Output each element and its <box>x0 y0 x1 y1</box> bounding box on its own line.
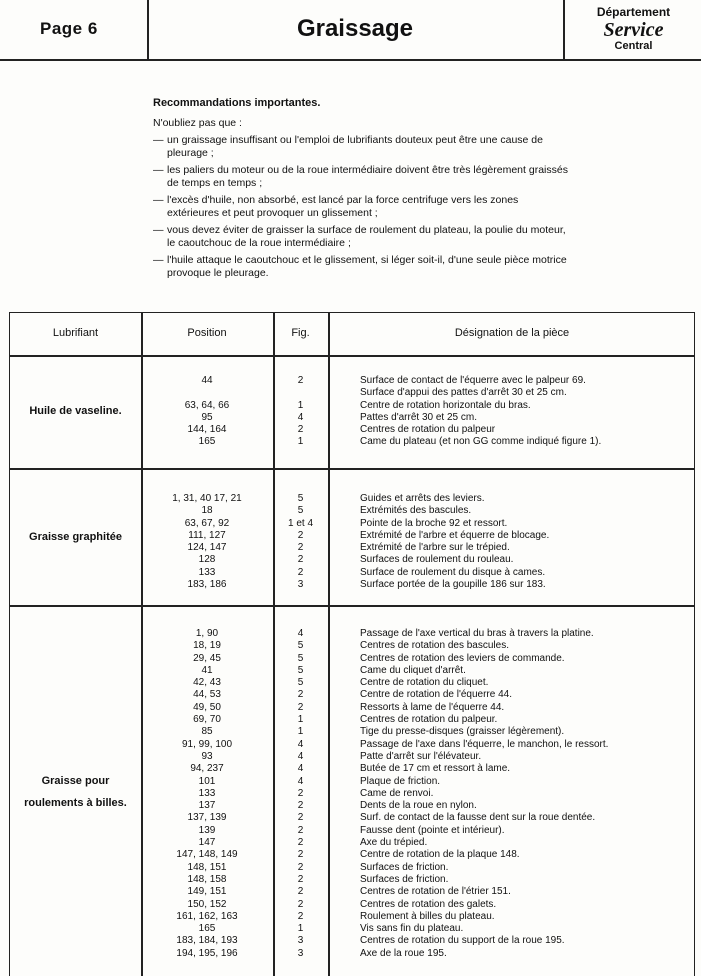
table-row <box>10 886 694 898</box>
designation-cell: Extrémité de l'arbre sur le trépied. <box>360 542 510 554</box>
fig-cell: 2 <box>297 898 304 910</box>
position-cell: 139 <box>198 824 216 836</box>
recommendations <box>153 97 573 284</box>
service-wordmark: Service <box>603 19 664 41</box>
fig-cell: 4 <box>297 775 304 787</box>
designation-cell: Ressorts à lame de l'équerre 44. <box>360 701 505 713</box>
recommendation-item: — les paliers du moteur ou de la roue intermédiaire doivent être très légèrement graissés de temps en temps ; <box>153 164 573 190</box>
designation-cell: Pattes d'arrêt 30 et 25 cm. <box>360 411 477 423</box>
position-cell: 1, 31, 40 17, 21 <box>172 493 242 504</box>
designation-cell: Surfaces de friction. <box>360 861 449 873</box>
position-cell: 148, 158 <box>187 873 227 885</box>
position-cell: 133 <box>198 566 216 578</box>
fig-cell: 2 <box>297 849 304 861</box>
fig-cell: 2 <box>297 800 304 812</box>
position-cell: 44, 53 <box>193 689 221 701</box>
position-cell: 94, 237 <box>190 763 224 775</box>
page-number: Page 6 <box>40 19 98 38</box>
table-row <box>10 714 694 726</box>
table-section <box>10 493 694 591</box>
designation-cell: Centres de rotation des galets. <box>360 898 497 910</box>
designation-cell: Came de renvoi. <box>360 787 434 799</box>
fig-cell: 1 <box>297 726 304 738</box>
table-row <box>10 518 694 530</box>
designation-cell: Came du cliquet d'arrêt. <box>360 664 466 676</box>
table-row <box>10 505 694 517</box>
table-row <box>10 899 694 911</box>
designation-cell: Centres de rotation du palpeur <box>360 424 496 436</box>
table-row <box>10 375 694 387</box>
fig-cell: 5 <box>297 677 304 689</box>
fig-cell: 3 <box>297 579 304 591</box>
position-cell: 147, 148, 149 <box>176 849 238 861</box>
designation-cell: Centres de rotation de l'étrier 151. <box>360 886 511 898</box>
recommendations-list <box>153 134 573 280</box>
position-cell: 144, 164 <box>187 424 227 436</box>
recommendation-item: — l'huile attaque le caoutchouc et le glissement, si léger soit-il, d'une seule pièce motrice provoque le pleurage. <box>153 254 573 280</box>
section-divider <box>10 605 694 607</box>
fig-cell: 2 <box>297 529 304 541</box>
fig-cell: 2 <box>297 424 304 436</box>
designation-cell: Tige du presse-disques (graisser légèrement). <box>360 726 565 738</box>
position-cell: 49, 50 <box>193 701 221 713</box>
lubricant-name: roulements à billes. <box>24 797 127 809</box>
position-cell: 18, 19 <box>193 640 221 652</box>
fig-cell: 5 <box>297 505 304 517</box>
designation-cell: Passage de l'axe vertical du bras à travers la platine. <box>360 628 594 639</box>
table-row <box>10 800 694 812</box>
fig-cell: 3 <box>297 935 304 947</box>
column-header-lubricant: Lubrifiant <box>52 327 99 339</box>
table-row <box>10 640 694 652</box>
department-line: Département <box>596 5 671 19</box>
designation-cell: Centres de rotation du palpeur. <box>360 714 498 726</box>
position-cell: 95 <box>201 411 213 423</box>
table-row <box>10 726 694 738</box>
designation-cell: Plaque de friction. <box>360 775 441 787</box>
fig-cell: 2 <box>297 787 304 799</box>
position-cell: 29, 45 <box>193 652 221 664</box>
recommendation-item: — vous devez éviter de graisser la surface de roulement du plateau, la poulie du moteur, le caoutchouc de la roue intermédiaire ; <box>153 224 573 250</box>
fig-cell: 1 <box>297 436 304 448</box>
header-rule <box>0 59 701 61</box>
header-divider <box>563 0 565 60</box>
designation-cell: Centre de rotation horizontale du bras. <box>360 399 531 411</box>
position-cell: 111, 127 <box>188 529 226 541</box>
fig-cell: 5 <box>297 493 304 504</box>
position-cell: 149, 151 <box>187 886 227 898</box>
designation-cell: Surface portée de la goupille 186 sur 183. <box>360 579 546 591</box>
position-cell: 101 <box>198 775 216 787</box>
fig-cell: 5 <box>297 652 304 664</box>
designation-cell: Surface d'appui des pattes d'arrêt 30 et 25 cm. <box>360 387 567 399</box>
lubrication-table <box>9 312 695 976</box>
table-row <box>10 436 694 448</box>
lubricant-name: Graisse pour <box>41 775 110 787</box>
position-cell: 1, 90 <box>195 628 219 639</box>
position-cell: 148, 151 <box>187 861 227 873</box>
designation-cell: Extrémités des bascules. <box>360 505 472 517</box>
designation-cell: Fausse dent (pointe et intérieur). <box>360 824 505 836</box>
designation-cell: Centres de rotation des bascules. <box>360 640 509 652</box>
column-header-fig: Fig. <box>291 327 310 339</box>
table-row <box>10 530 694 542</box>
designation-cell: Surfaces de friction. <box>360 873 449 885</box>
table-row <box>10 874 694 886</box>
fig-cell: 2 <box>297 566 304 578</box>
position-cell: 183, 184, 193 <box>176 935 238 947</box>
fig-cell: 2 <box>297 910 304 922</box>
table-row <box>10 677 694 689</box>
recommendations-title: Recommandations importantes. <box>153 97 321 109</box>
designation-cell: Patte d'arrêt sur l'élévateur. <box>360 750 482 762</box>
designation-cell: Surface de contact de l'équerre avec le palpeur 69. <box>360 375 586 386</box>
table-row <box>10 689 694 701</box>
table-row <box>10 763 694 775</box>
page-header <box>0 0 701 60</box>
table-row <box>10 579 694 591</box>
position-cell: 137 <box>198 800 216 812</box>
position-cell: 63, 64, 66 <box>184 399 230 411</box>
fig-cell: 2 <box>297 873 304 885</box>
table-row <box>10 948 694 960</box>
table-row <box>10 554 694 566</box>
position-cell: 128 <box>198 554 216 566</box>
fig-cell: 1 et 4 <box>287 517 314 529</box>
header-divider <box>147 0 149 60</box>
position-cell: 183, 186 <box>187 579 227 591</box>
fig-cell: 2 <box>297 824 304 836</box>
position-cell: 91, 99, 100 <box>181 738 233 750</box>
table-row <box>10 776 694 788</box>
position-cell: 44 <box>201 375 213 386</box>
position-cell: 147 <box>198 837 216 849</box>
department-line: Central <box>614 40 653 52</box>
table-row <box>10 653 694 665</box>
designation-cell: Centres de rotation des leviers de commande. <box>360 652 565 664</box>
table-row <box>10 628 694 640</box>
designation-cell: Extrémité de l'arbre et équerre de blocage. <box>360 529 550 541</box>
table-row <box>10 400 694 412</box>
position-cell: 85 <box>201 726 213 738</box>
section-divider <box>10 468 694 470</box>
fig-cell: 4 <box>297 763 304 775</box>
designation-cell: Centre de rotation de la plaque 148. <box>360 849 520 861</box>
table-row <box>10 542 694 554</box>
table-row <box>10 387 694 399</box>
position-cell: 42, 43 <box>193 677 221 689</box>
table-row <box>10 788 694 800</box>
header-row-divider <box>10 355 694 357</box>
table-row <box>10 825 694 837</box>
designation-cell: Pointe de la broche 92 et ressort. <box>360 517 508 529</box>
position-cell: 165 <box>198 923 216 935</box>
position-cell: 41 <box>201 664 213 676</box>
table-section <box>10 628 694 960</box>
fig-cell: 1 <box>297 714 304 726</box>
recommendation-item: — l'excès d'huile, non absorbé, est lancé par la force centrifuge vers les zones extérieures et peut provoquer un glissement ; <box>153 194 573 220</box>
fig-cell: 2 <box>297 375 304 386</box>
table-row <box>10 412 694 424</box>
lubricant-name: Graisse graphitée <box>29 531 122 543</box>
fig-cell: 2 <box>297 701 304 713</box>
table-row <box>10 849 694 861</box>
designation-cell: Vis sans fin du plateau. <box>360 923 464 935</box>
position-cell: 69, 70 <box>193 714 221 726</box>
table-row <box>10 935 694 947</box>
recommendations-intro: N'oubliez pas que : <box>153 117 242 129</box>
designation-cell: Roulement à billes du plateau. <box>360 910 495 922</box>
fig-cell: 5 <box>297 640 304 652</box>
fig-cell: 4 <box>297 628 304 639</box>
designation-cell: Centres de rotation du support de la roue 195. <box>360 935 565 947</box>
table-row <box>10 424 694 436</box>
recommendation-item: — un graissage insuffisant ou l'emploi de lubrifiants douteux peut être une cause de pleurage ; <box>153 134 573 160</box>
table-row <box>10 665 694 677</box>
table-row <box>10 862 694 874</box>
designation-cell: Centre de rotation du cliquet. <box>360 677 489 689</box>
designation-cell: Surfaces de roulement du rouleau. <box>360 554 514 566</box>
department-block <box>566 6 701 52</box>
designation-cell: Passage de l'axe dans l'équerre, le manchon, le ressort. <box>360 738 609 750</box>
position-cell: 63, 67, 92 <box>184 517 230 529</box>
fig-cell: 2 <box>297 554 304 566</box>
position-cell: 194, 195, 196 <box>176 947 238 959</box>
fig-cell: 2 <box>297 861 304 873</box>
column-header-position: Position <box>187 327 227 339</box>
position-cell: 165 <box>198 436 216 448</box>
designation-cell: Centre de rotation de l'équerre 44. <box>360 689 513 701</box>
designation-cell: Surf. de contact de la fausse dent sur la roue dentée. <box>360 812 596 824</box>
position-cell: 150, 152 <box>187 898 227 910</box>
table-row <box>10 837 694 849</box>
designation-cell: Dents de la roue en nylon. <box>360 800 477 812</box>
fig-cell: 2 <box>297 837 304 849</box>
table-row <box>10 493 694 505</box>
position-cell: 18 <box>201 505 213 517</box>
designation-cell: Came du plateau (et non GG comme indiqué figure 1). <box>360 436 602 448</box>
page-title: Graissage <box>296 15 414 42</box>
table-row <box>10 911 694 923</box>
column-header-designation: Désignation de la pièce <box>454 327 570 339</box>
fig-cell: 5 <box>297 664 304 676</box>
table-row <box>10 567 694 579</box>
position-cell: 137, 139 <box>187 812 227 824</box>
position-cell: 93 <box>201 750 213 762</box>
fig-cell: 4 <box>297 738 304 750</box>
fig-cell: 2 <box>297 812 304 824</box>
position-cell: 161, 162, 163 <box>176 910 238 922</box>
position-cell: 133 <box>198 787 216 799</box>
table-row <box>10 739 694 751</box>
designation-cell: Butée de 17 cm et ressort à lame. <box>360 763 511 775</box>
table-row <box>10 812 694 824</box>
fig-cell: 3 <box>297 947 304 959</box>
designation-cell: Axe de la roue 195. <box>360 947 447 959</box>
fig-cell: 2 <box>297 689 304 701</box>
lubricant-name: Huile de vaseline. <box>29 405 122 417</box>
designation-cell: Axe du trépied. <box>360 837 428 849</box>
designation-cell: Guides et arrêts des leviers. <box>360 493 485 504</box>
fig-cell: 2 <box>297 542 304 554</box>
fig-cell: 1 <box>297 399 304 411</box>
fig-cell: 4 <box>297 411 304 423</box>
table-row <box>10 923 694 935</box>
fig-cell: 4 <box>297 750 304 762</box>
position-cell: 124, 147 <box>187 542 227 554</box>
fig-cell: 2 <box>297 886 304 898</box>
table-row <box>10 702 694 714</box>
fig-cell: 1 <box>297 923 304 935</box>
table-section <box>10 375 694 449</box>
designation-cell: Surface de roulement du disque à cames. <box>360 566 546 578</box>
table-row <box>10 751 694 763</box>
